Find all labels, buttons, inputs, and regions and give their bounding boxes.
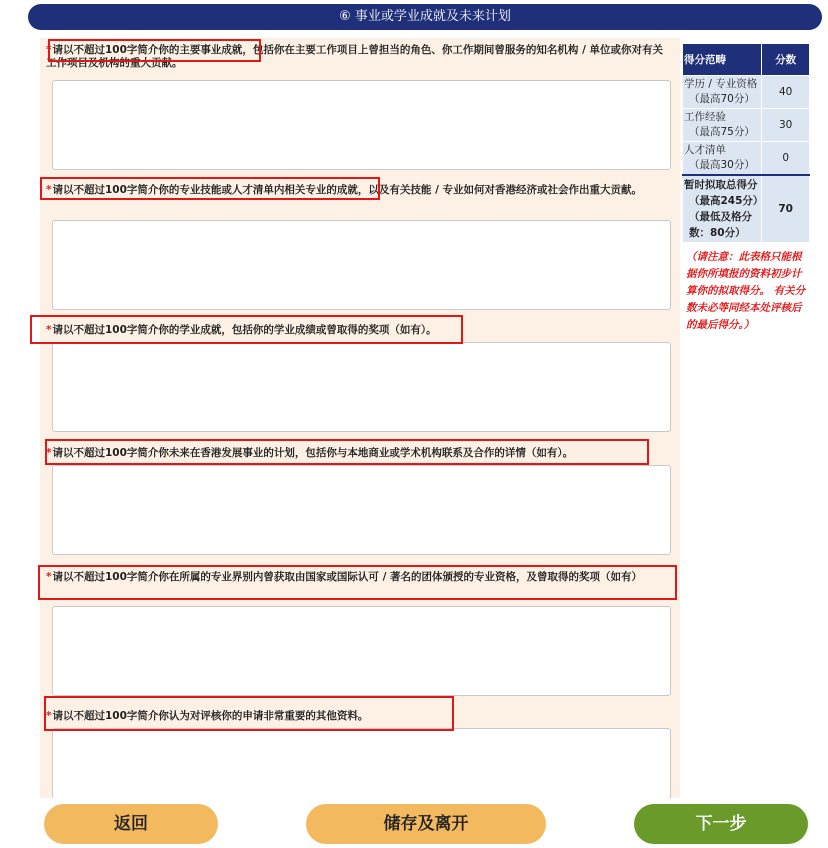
score-table-header <box>683 44 810 76</box>
score-category: 工作经验 （最高75分） <box>683 109 762 142</box>
section-title: ⑥ 事业或学业成就及未来计划 <box>339 9 511 24</box>
required-marker: * <box>46 710 52 722</box>
question-1-textarea[interactable] <box>52 80 671 170</box>
table-row <box>683 109 810 142</box>
total-row <box>683 175 810 243</box>
question-6-label: *请以不超过100字简介你认为对评核你的申请非常重要的其他资料。 <box>46 710 369 722</box>
required-marker: * <box>46 184 52 196</box>
question-2-label: *请以不超过100字简介你的专业技能或人才清单内相关专业的成就，以及有关技能 / 专业如何对香港经济或社会作出重大贡献。 <box>46 184 643 196</box>
question-2-textarea[interactable] <box>52 220 671 310</box>
question-1-label: *请以不超过100字简介你的主要事业成就，包括你在主要工作项目上曾担当的角色、你工作期间曾服务的知名机构 / 单位或你对有关工作项目及机构的重大贡献。 <box>46 44 664 69</box>
back-button[interactable]: 返回 <box>44 804 218 844</box>
required-marker: * <box>46 324 52 336</box>
section-header <box>28 4 822 30</box>
required-marker: * <box>46 571 52 583</box>
score-panel <box>682 43 810 334</box>
score-disclaimer: （请注意：此表格只能根据你所填报的资料初步计算你的拟取得分。 有关分数未必等同经本处评核后的最后得分。） <box>686 251 806 331</box>
next-step-button[interactable]: 下一步 <box>634 804 808 844</box>
score-category: 学历 / 专业资格 （最高70分） <box>683 76 762 109</box>
question-5-textarea[interactable] <box>52 606 671 696</box>
table-row <box>683 76 810 109</box>
table-row <box>683 142 810 176</box>
question-5-label: *请以不超过100字简介你在所属的专业界别内曾获取由国家或国际认可 / 著名的团体颁授的专业资格，及曾取得的奖项（如有） <box>46 571 643 583</box>
column-header-score: 分数 <box>762 44 810 76</box>
question-3-label: *请以不超过100字简介你的学业成就，包括你的学业成绩或曾取得的奖项（如有）。 <box>46 324 437 336</box>
score-category: 人才清单 （最高30分） <box>683 142 762 176</box>
column-header-range: 得分范畴 <box>683 44 762 76</box>
score-value: 0 <box>762 142 810 176</box>
question-3-textarea[interactable] <box>52 342 671 432</box>
required-marker: * <box>46 44 52 56</box>
question-4-label: *请以不超过100字简介你未来在香港发展事业的计划，包括你与本地商业或学术机构联系及合作的详情（如有）。 <box>46 447 574 459</box>
total-label: 暂时拟取总得分 （最高245分） （最低及格分数：80分） <box>683 175 762 243</box>
score-value: 40 <box>762 76 810 109</box>
save-and-exit-button[interactable]: 储存及离开 <box>306 804 546 844</box>
score-value: 30 <box>762 109 810 142</box>
total-value: 70 <box>762 175 810 243</box>
question-4-textarea[interactable] <box>52 465 671 555</box>
form-panel <box>40 38 680 798</box>
score-table <box>682 43 810 243</box>
question-6-textarea[interactable] <box>52 728 671 798</box>
required-marker: * <box>46 447 52 459</box>
